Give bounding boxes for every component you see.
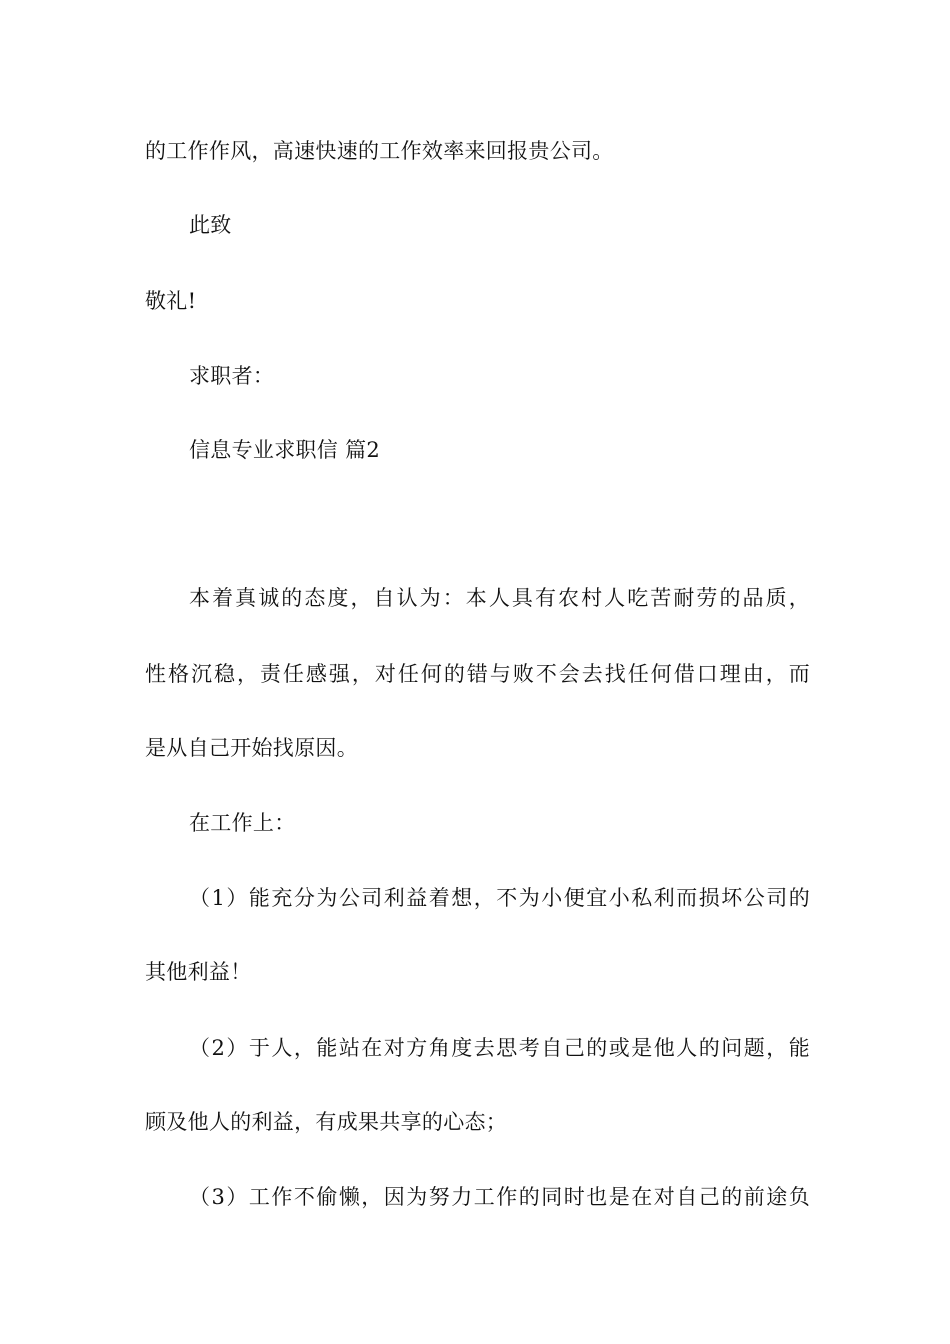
list-item-line: 其他利益！ [145,960,252,984]
salutation-cizhi: 此致 [189,213,232,237]
signature-label: 求职者： [189,364,275,388]
list-item-line: （3）工作不偷懒，因为努力工作的同时也是在对自己的前途负 [189,1185,810,1209]
paragraph-line: 本着真诚的态度，自认为：本人具有农村人吃苦耐劳的品质， [189,586,810,610]
list-item-line: （1）能充分为公司利益着想，不为小便宜小私利而损坏公司的 [189,886,810,910]
paragraph-line: 在工作上： [189,811,296,835]
paragraph-line: 是从自己开始找原因。 [145,736,358,760]
list-item-line: （2）于人，能站在对方角度去思考自己的或是他人的问题，能 [189,1036,810,1060]
section-heading: 信息专业求职信 篇2 [189,438,381,462]
salutation-jingli: 敬礼! [145,289,197,313]
list-item-line: 顾及他人的利益，有成果共享的心态； [145,1110,508,1134]
paragraph-line-closing: 的工作作风，高速快速的工作效率来回报贵公司。 [145,139,614,163]
paragraph-line: 性格沉稳，责任感强，对任何的错与败不会去找任何借口理由，而 [145,662,810,686]
